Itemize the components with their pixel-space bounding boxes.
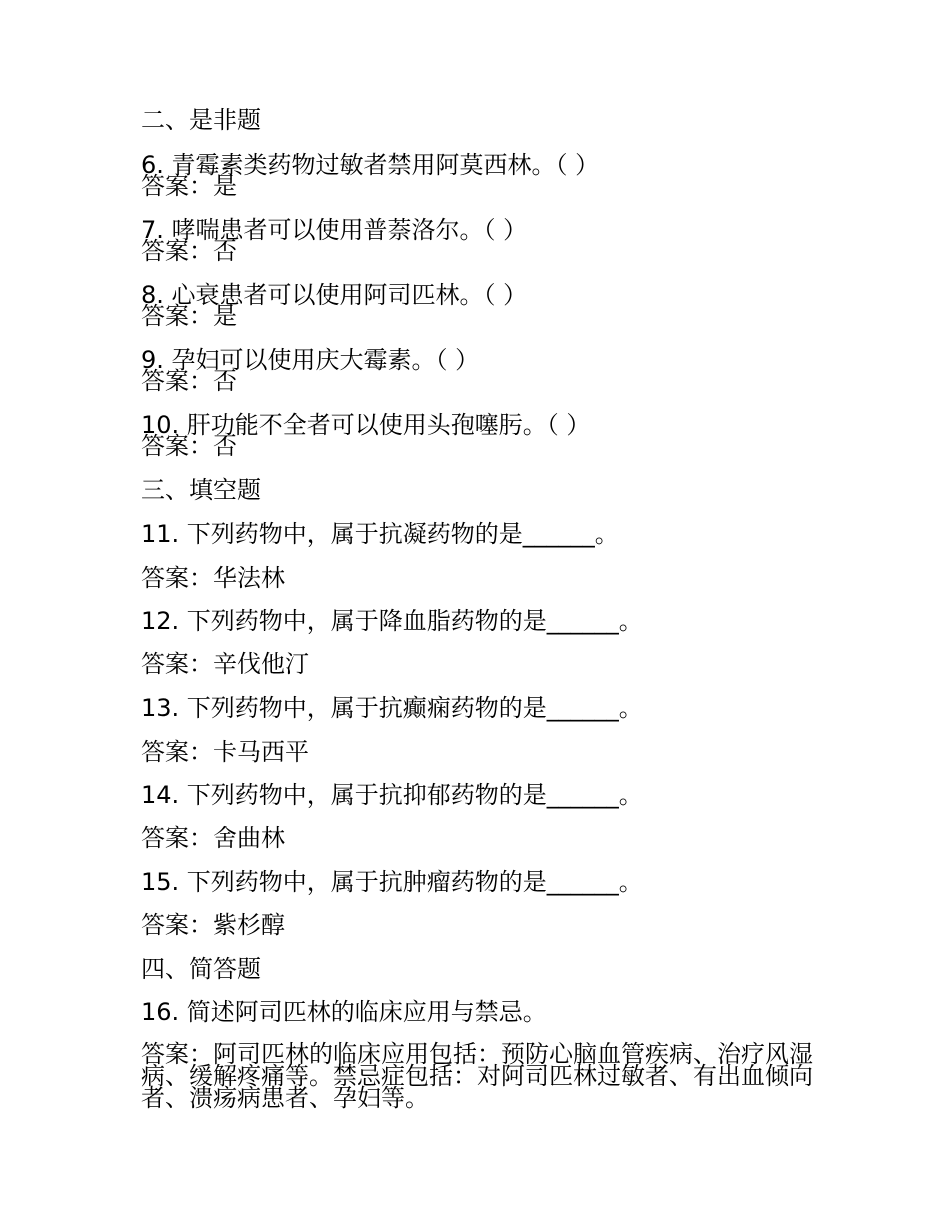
question-10: 10. 肝功能不全者可以使用头孢噻肟。（ ） (141, 411, 591, 439)
answer-13: 答案：卡马西平 (141, 738, 309, 766)
answer-7: 答案：否 (141, 237, 237, 265)
answer-15: 答案：紫杉醇 (141, 911, 285, 939)
question-13: 13. 下列药物中，属于抗癫痫药物的是______。 (141, 694, 643, 722)
answer-9: 答案：否 (141, 367, 237, 395)
answer-10: 答案：否 (141, 432, 237, 460)
section-heading-short: 四、简答题 (141, 955, 261, 983)
question-7: 7. 哮喘患者可以使用普萘洛尔。（ ） (141, 216, 528, 244)
question-16: 16. 简述阿司匹林的临床应用与禁忌。 (141, 998, 547, 1026)
answer-14: 答案：舍曲林 (141, 824, 285, 852)
question-12: 12. 下列药物中，属于降血脂药物的是______。 (141, 607, 643, 635)
answer-11: 答案：华法林 (141, 564, 285, 592)
section-heading-judge: 二、是非题 (141, 106, 261, 134)
answer-8: 答案：是 (141, 302, 237, 330)
question-6: 6. 青霉素类药物过敏者禁用阿莫西林。（ ） (141, 151, 600, 179)
answer-6: 答案：是 (141, 172, 237, 200)
question-11: 11. 下列药物中，属于抗凝药物的是______。 (141, 520, 619, 548)
question-15: 15. 下列药物中，属于抗肿瘤药物的是______。 (141, 868, 643, 896)
section-heading-fill: 三、填空题 (141, 476, 261, 504)
answer-12: 答案：辛伐他汀 (141, 650, 309, 678)
answer-16: 答案：阿司匹林的临床应用包括：预防心脑血管疾病、治疗风湿病、缓解疼痛等。禁忌症包括：对阿司匹林过敏者、有出血倾向者、溃疡病患者、孕妇等。 (141, 1040, 813, 1112)
question-14: 14. 下列药物中，属于抗抑郁药物的是______。 (141, 781, 643, 809)
question-9: 9. 孕妇可以使用庆大霉素。（ ） (141, 346, 480, 374)
question-8: 8. 心衰患者可以使用阿司匹林。（ ） (141, 281, 528, 309)
